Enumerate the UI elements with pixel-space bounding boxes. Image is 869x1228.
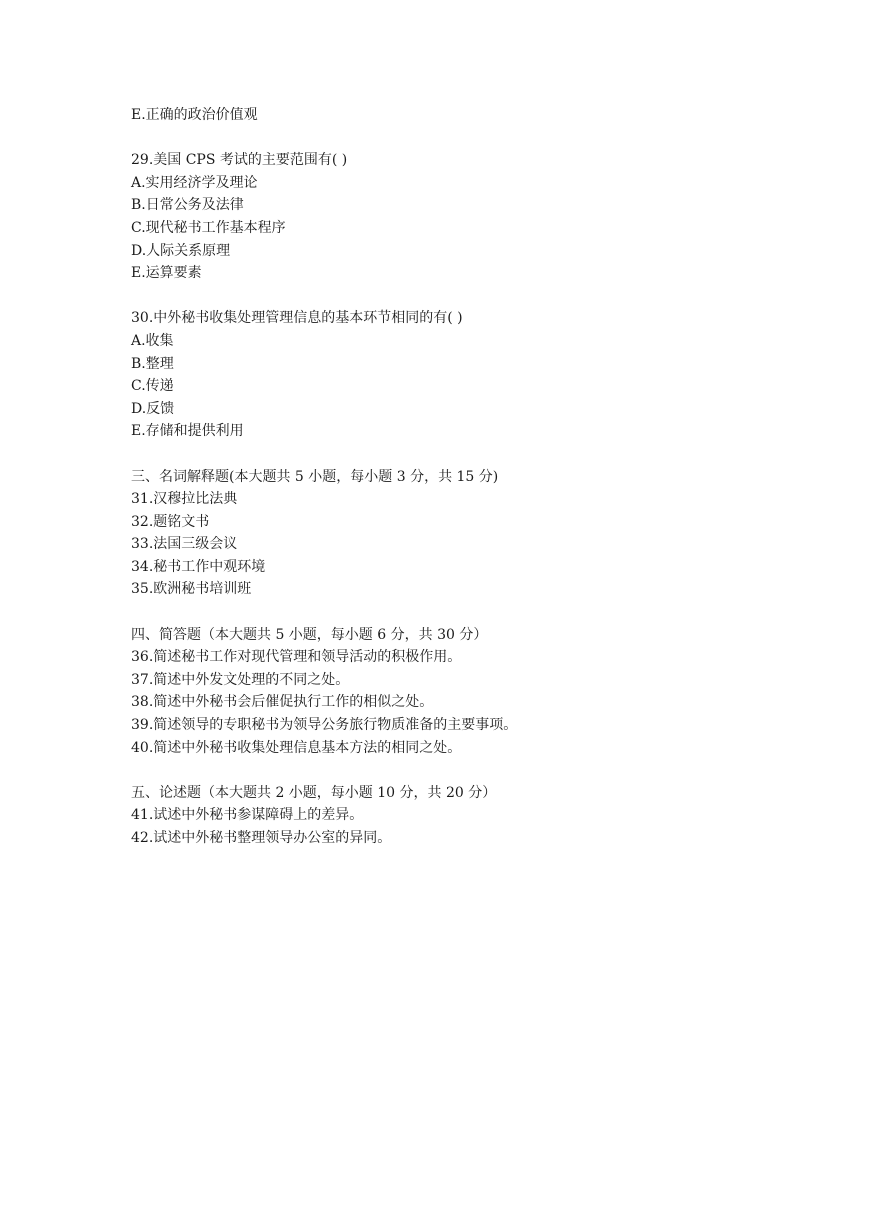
- section3-item-31: 31.汉穆拉比法典: [131, 491, 238, 508]
- q29-option-a: A.实用经济学及理论: [131, 174, 258, 191]
- q29-stem: 29.美国 CPS 考试的主要范围有( ): [131, 152, 348, 169]
- q30-option-e: E.存储和提供利用: [131, 423, 244, 440]
- section5-heading: 五、论述题（本大题共 2 小题，每小题 10 分，共 20 分）: [131, 784, 497, 801]
- spacer: [131, 759, 811, 782]
- q29-option-b: B.日常公务及法律: [131, 197, 244, 214]
- section4-heading: 四、简答题（本大题共 5 小题，每小题 6 分，共 30 分）: [131, 626, 488, 643]
- exam-page: [131, 104, 811, 850]
- q30-option-d: D.反馈: [131, 400, 175, 417]
- q30-stem: 30.中外秘书收集处理管理信息的基本环节相同的有( ): [131, 310, 463, 327]
- q29-option-d: D.人际关系原理: [131, 242, 231, 259]
- section3-item-35: 35.欧洲秘书培训班: [131, 581, 252, 598]
- q29-option-c: C.现代秘书工作基本程序: [131, 219, 286, 236]
- q30-option-c: C.传递: [131, 378, 174, 395]
- section3-item-33: 33.法国三级会议: [131, 536, 238, 553]
- section4-item-39: 39.简述领导的专职秘书为领导公务旅行物质准备的主要事项。: [131, 717, 518, 734]
- section4-item-40: 40.简述中外秘书收集处理信息基本方法的相同之处。: [131, 739, 462, 756]
- section4-item-38: 38.简述中外秘书会后催促执行工作的相似之处。: [131, 694, 434, 711]
- section5-item-41: 41.试述中外秘书参谋障碍上的差异。: [131, 807, 364, 824]
- spacer: [131, 443, 811, 466]
- q29-option-e: E.运算要素: [131, 265, 202, 282]
- section4-item-36: 36.简述秘书工作对现代管理和领导活动的积极作用。: [131, 649, 462, 666]
- section5-item-42: 42.试述中外秘书整理领导办公室的异同。: [131, 830, 392, 846]
- section3-heading: 三、名词解释题(本大题共 5 小题，每小题 3 分，共 15 分): [131, 468, 499, 485]
- q30-option-a: A.收集: [131, 332, 174, 349]
- section3-item-34: 34.秘书工作中观环境: [131, 558, 266, 575]
- spacer: [131, 127, 811, 150]
- spacer: [131, 601, 811, 624]
- q28-option-e: E.正确的政治价值观: [131, 107, 258, 123]
- spacer: [131, 285, 811, 308]
- section4-item-37: 37.简述中外发文处理的不同之处。: [131, 671, 350, 688]
- q30-option-b: B.整理: [131, 355, 174, 372]
- section3-item-32: 32.题铭文书: [131, 513, 210, 530]
